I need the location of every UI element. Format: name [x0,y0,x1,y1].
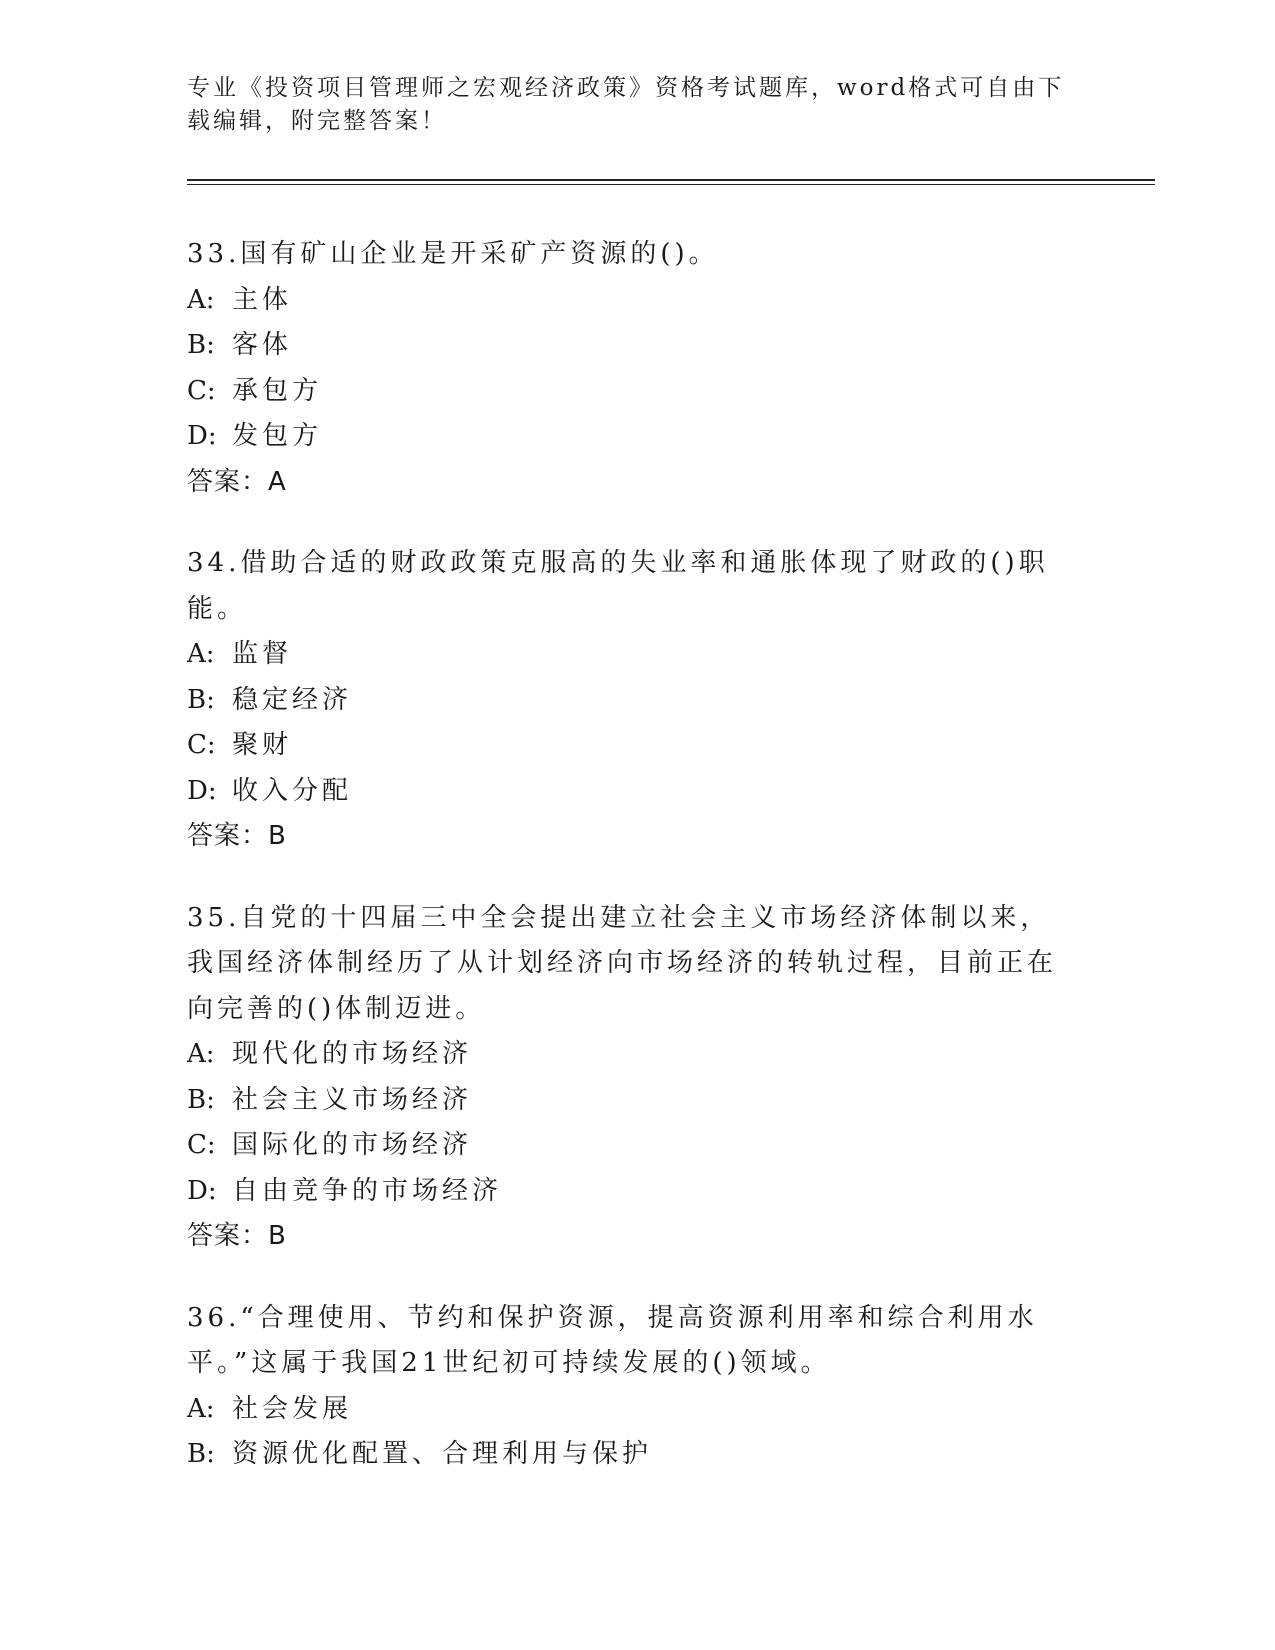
option-d [187,769,1077,815]
answer-value: B [268,821,287,851]
option-b [187,323,1077,369]
header-divider-thin [187,184,1155,185]
option-d [187,414,1077,460]
option-text: 监督 [232,639,293,669]
option-letter: C: [187,730,216,760]
option-text: 收入分配 [232,775,353,806]
option-c [187,723,1077,769]
option-text: 聚财 [232,730,293,760]
answer-value: A [268,466,287,497]
option-letter: A: [187,1393,215,1424]
option-letter: D: [187,775,217,806]
answer-line [187,1214,1077,1260]
document-header [187,72,1077,138]
option-letter: B: [187,330,215,360]
option-letter: A: [187,639,215,669]
option-text: 现代化的市场经济 [232,1039,473,1069]
header-text: 专业《投资项目管理师之宏观经济政策》资格考试题库，word格式可自由下载编辑，附完整答案！ [187,75,1065,134]
option-text: 发包方 [232,421,323,451]
question-list [187,232,1077,1514]
option-letter: A: [187,284,215,315]
answer-line [187,814,1077,860]
option-letter: D: [187,421,217,451]
question-stem: 34.借助合适的财政政策克服高的失业率和通胀体现了财政的()职能。 [187,548,1049,624]
option-b [187,1432,1077,1478]
option-a [187,632,1077,678]
answer-label: 答案： [187,466,269,497]
option-a [187,278,1077,324]
option-text: 稳定经济 [232,684,353,715]
option-text: 资源优化配置、合理利用与保护 [232,1439,653,1469]
option-d [187,1169,1077,1215]
answer-label: 答案： [187,1221,269,1251]
option-text: 客体 [232,330,293,360]
question-stem: 33.国有矿山企业是开采矿产资源的()。 [187,239,719,269]
question-item [187,1296,1077,1478]
option-c [187,369,1077,415]
answer-line [187,460,1077,506]
question-item [187,896,1077,1260]
question-stem: 35.自党的十四届三中全会提出建立社会主义市场经济体制以来，我国经济体制经历了从计划经济向市场经济的转轨过程，目前正在向完善的()体制迈进。 [187,902,1058,1024]
option-letter: D: [187,1175,217,1206]
answer-label: 答案： [187,821,269,851]
option-letter: C: [187,1130,216,1160]
option-text: 自由竞争的市场经济 [232,1175,503,1206]
option-c [187,1123,1077,1169]
option-a [187,1032,1077,1078]
option-letter: B: [187,1439,215,1469]
option-b [187,678,1077,724]
option-letter: B: [187,684,215,715]
question-item [187,232,1077,505]
option-text: 国际化的市场经济 [232,1130,473,1160]
option-b [187,1078,1077,1124]
question-item [187,541,1077,860]
option-letter: A: [187,1039,215,1069]
option-a [187,1387,1077,1433]
option-text: 社会发展 [232,1393,353,1424]
option-text: 承包方 [232,375,323,406]
option-text: 主体 [232,284,293,315]
option-text: 社会主义市场经济 [232,1084,473,1115]
header-divider-thick [187,179,1155,181]
answer-value: B [268,1221,287,1251]
question-stem: 36.“合理使用、节约和保护资源，提高资源利用率和综合利用水平。”这属于我国21世纪初可持续发展的()领域。 [187,1302,1038,1378]
option-letter: B: [187,1084,215,1115]
option-letter: C: [187,375,216,406]
